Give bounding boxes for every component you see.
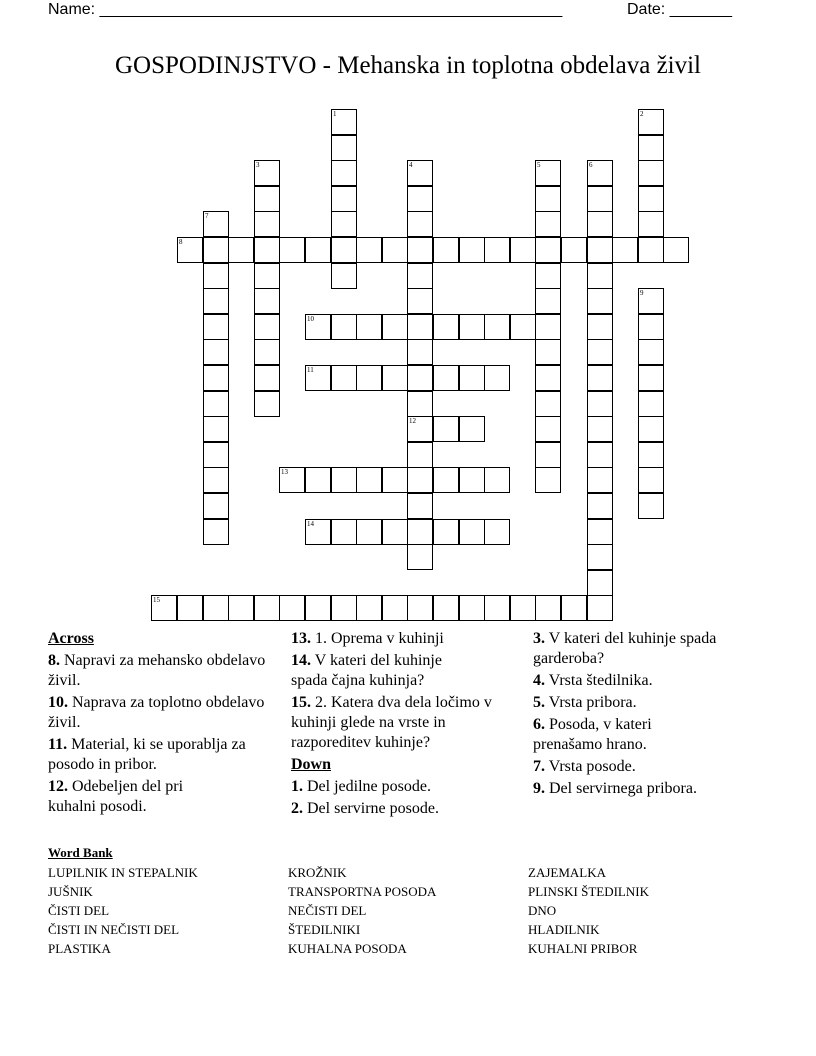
crossword-cell[interactable] xyxy=(254,595,280,621)
crossword-cell[interactable] xyxy=(382,314,408,340)
crossword-cell[interactable] xyxy=(535,314,561,340)
crossword-cell[interactable] xyxy=(254,263,280,289)
crossword-cell[interactable] xyxy=(587,416,613,442)
clue-number: 9 xyxy=(640,289,644,297)
word-bank-item: DNO xyxy=(528,903,557,918)
crossword-cell[interactable] xyxy=(587,467,613,493)
clue-across-11: 11. Material, ki se uporablja za posodo in pribor. xyxy=(48,736,246,773)
crossword-cell[interactable] xyxy=(638,467,664,493)
crossword-cell[interactable] xyxy=(484,237,510,263)
crossword-cell[interactable] xyxy=(535,263,561,289)
crossword-cell[interactable] xyxy=(203,237,229,263)
crossword-cell[interactable] xyxy=(587,160,613,186)
crossword-cell[interactable] xyxy=(254,288,280,314)
crossword-cell[interactable] xyxy=(587,314,613,340)
crossword-cell[interactable] xyxy=(331,237,357,263)
crossword-cell[interactable] xyxy=(356,519,382,545)
crossword-cell[interactable] xyxy=(407,339,433,365)
word-bank-item: PLINSKI ŠTEDILNIK xyxy=(528,884,649,899)
crossword-cell[interactable] xyxy=(279,467,305,493)
clue-number: 6 xyxy=(589,161,593,169)
crossword-cell[interactable] xyxy=(331,160,357,186)
crossword-cell[interactable] xyxy=(279,595,305,621)
word-bank-item: PLASTIKA xyxy=(48,941,111,956)
clue-number: 1 xyxy=(333,110,337,118)
crossword-cell[interactable] xyxy=(638,416,664,442)
crossword-cell[interactable] xyxy=(459,365,485,391)
crossword-cell[interactable] xyxy=(331,263,357,289)
crossword-cell[interactable] xyxy=(638,314,664,340)
clue-number: 5 xyxy=(537,161,541,169)
crossword-cell[interactable] xyxy=(510,237,536,263)
crossword-cell[interactable] xyxy=(535,288,561,314)
crossword-cell[interactable] xyxy=(638,237,664,263)
crossword-cell[interactable] xyxy=(459,416,485,442)
word-bank-column-3 xyxy=(528,863,649,958)
crossword-cell[interactable] xyxy=(433,416,459,442)
crossword-cell[interactable] xyxy=(356,365,382,391)
crossword-cell[interactable] xyxy=(305,314,331,340)
page-title: GOSPODINJSTVO - Mehanska in toplotna obdelava živil xyxy=(114,52,702,79)
word-bank-item: ČISTI IN NEČISTI DEL xyxy=(48,922,180,937)
crossword-cell[interactable] xyxy=(638,339,664,365)
crossword-cell[interactable] xyxy=(407,493,433,519)
word-bank-column-1 xyxy=(48,863,198,958)
crossword-cell[interactable] xyxy=(407,442,433,468)
word-bank-item: HLADILNIK xyxy=(528,922,600,937)
crossword-cell[interactable] xyxy=(228,237,254,263)
crossword-cell[interactable] xyxy=(305,467,331,493)
crossword-cell[interactable] xyxy=(587,519,613,545)
crossword-cell[interactable] xyxy=(587,442,613,468)
crossword-cell[interactable] xyxy=(535,365,561,391)
crossword-cell[interactable] xyxy=(407,186,433,212)
crossword-cell[interactable] xyxy=(587,263,613,289)
crossword-cell[interactable] xyxy=(407,365,433,391)
crossword-cell[interactable] xyxy=(484,365,510,391)
crossword-cell[interactable] xyxy=(510,314,536,340)
crossword-cell[interactable] xyxy=(484,467,510,493)
crossword-cell[interactable] xyxy=(331,595,357,621)
clue-across-15: 15. 2. Katera dva dela ločimo v kuhinji glede na vrste in razporeditev kuhinje? xyxy=(291,694,492,751)
crossword-cell[interactable] xyxy=(638,442,664,468)
crossword-cell[interactable] xyxy=(254,160,280,186)
crossword-cell[interactable] xyxy=(382,365,408,391)
crossword-cell[interactable] xyxy=(407,237,433,263)
crossword-cell[interactable] xyxy=(177,237,203,263)
crossword-cell[interactable] xyxy=(203,365,229,391)
crossword-cell[interactable] xyxy=(356,595,382,621)
crossword-cell[interactable] xyxy=(612,237,638,263)
clue-number: 4 xyxy=(409,161,413,169)
crossword-cell[interactable] xyxy=(305,519,331,545)
crossword-cell[interactable] xyxy=(203,442,229,468)
clue-number: 10 xyxy=(307,315,314,323)
down-heading: Down xyxy=(291,756,332,773)
clue-number: 8 xyxy=(179,238,183,246)
crossword-cell[interactable] xyxy=(203,493,229,519)
crossword-cell[interactable] xyxy=(587,288,613,314)
crossword-cell[interactable] xyxy=(587,570,613,596)
clue-down-2: 2. Del servirne posode. xyxy=(291,800,439,817)
crossword-cell[interactable] xyxy=(433,365,459,391)
crossword-cell[interactable] xyxy=(407,595,433,621)
crossword-cell[interactable] xyxy=(279,237,305,263)
crossword-cell[interactable] xyxy=(331,519,357,545)
crossword-cell[interactable] xyxy=(535,416,561,442)
crossword-cell[interactable] xyxy=(587,391,613,417)
crossword-cell[interactable] xyxy=(331,109,357,135)
clue-across-10: 10. Naprava za toplotno obdelavo živil. xyxy=(48,694,265,731)
crossword-cell[interactable] xyxy=(331,135,357,161)
crossword-cell[interactable] xyxy=(561,237,587,263)
word-bank-item: NEČISTI DEL xyxy=(288,903,367,918)
clue-number: 13 xyxy=(281,468,288,476)
crossword-cell[interactable] xyxy=(587,493,613,519)
crossword-cell[interactable] xyxy=(433,237,459,263)
crossword-cell[interactable] xyxy=(228,595,254,621)
crossword-cell[interactable] xyxy=(203,519,229,545)
word-bank-item: KUHALNI PRIBOR xyxy=(528,941,638,956)
crossword-cell[interactable] xyxy=(535,237,561,263)
crossword-cell[interactable] xyxy=(254,391,280,417)
crossword-cell[interactable] xyxy=(433,595,459,621)
crossword-cell[interactable] xyxy=(510,595,536,621)
name-field[interactable]: Name: ____________________________________________________ xyxy=(48,1,563,18)
crossword-cell[interactable] xyxy=(177,595,203,621)
clue-down-5: 5. Vrsta pribora. xyxy=(533,694,637,711)
word-bank-item: ČISTI DEL xyxy=(48,903,110,918)
crossword-cell[interactable] xyxy=(587,365,613,391)
crossword-cell[interactable] xyxy=(331,365,357,391)
crossword-cell[interactable] xyxy=(407,391,433,417)
crossword-cell[interactable] xyxy=(331,186,357,212)
crossword-cell[interactable] xyxy=(587,595,613,621)
clue-down-1: 1. Del jedilne posode. xyxy=(291,778,431,795)
word-bank-item: KUHALNA POSODA xyxy=(288,941,407,956)
crossword-cell[interactable] xyxy=(305,237,331,263)
crossword-cell[interactable] xyxy=(356,237,382,263)
word-bank-item: ZAJEMALKA xyxy=(528,865,606,880)
clue-down-4: 4. Vrsta štedilnika. xyxy=(533,672,653,689)
crossword-cell[interactable] xyxy=(331,211,357,237)
crossword-cell[interactable] xyxy=(638,160,664,186)
crossword-cell[interactable] xyxy=(433,314,459,340)
clue-number: 15 xyxy=(153,596,160,604)
crossword-cell[interactable] xyxy=(535,211,561,237)
crossword-cell[interactable] xyxy=(407,519,433,545)
crossword-cell[interactable] xyxy=(638,109,664,135)
crossword-cell[interactable] xyxy=(459,595,485,621)
crossword-cell[interactable] xyxy=(638,288,664,314)
crossword-cell[interactable] xyxy=(254,237,280,263)
crossword-cell[interactable] xyxy=(587,211,613,237)
crossword-cell[interactable] xyxy=(433,519,459,545)
clue-down-3: 3. V kateri del kuhinje spada garderoba? xyxy=(533,630,717,667)
crossword-cell[interactable] xyxy=(484,314,510,340)
crossword-cell[interactable] xyxy=(535,186,561,212)
crossword-cell[interactable] xyxy=(407,416,433,442)
crossword-cell[interactable] xyxy=(638,493,664,519)
crossword-cell[interactable] xyxy=(484,595,510,621)
crossword-cell[interactable] xyxy=(407,211,433,237)
crossword-cell[interactable] xyxy=(203,339,229,365)
clue-number: 12 xyxy=(409,417,416,425)
crossword-cell[interactable] xyxy=(535,595,561,621)
crossword-cell[interactable] xyxy=(382,467,408,493)
crossword-cell[interactable] xyxy=(561,595,587,621)
crossword-cell[interactable] xyxy=(638,365,664,391)
crossword-cell[interactable] xyxy=(587,237,613,263)
crossword-cell[interactable] xyxy=(254,186,280,212)
crossword-cell[interactable] xyxy=(305,595,331,621)
crossword-cell[interactable] xyxy=(459,519,485,545)
crossword-cell[interactable] xyxy=(587,186,613,212)
clue-down-9: 9. Del servirnega pribora. xyxy=(533,780,697,797)
crossword-cell[interactable] xyxy=(638,186,664,212)
crossword-cell[interactable] xyxy=(433,467,459,493)
clue-number: 14 xyxy=(307,520,314,528)
crossword-cell[interactable] xyxy=(254,314,280,340)
word-bank-item: JUŠNIK xyxy=(48,884,93,899)
crossword-cell[interactable] xyxy=(407,288,433,314)
crossword-cell[interactable] xyxy=(203,211,229,237)
crossword-cell[interactable] xyxy=(638,211,664,237)
crossword-cell[interactable] xyxy=(151,595,177,621)
clues-column-2 xyxy=(291,629,527,821)
crossword-cell[interactable] xyxy=(638,391,664,417)
crossword-cell[interactable] xyxy=(356,314,382,340)
crossword-cell[interactable] xyxy=(203,467,229,493)
crossword-cell[interactable] xyxy=(459,237,485,263)
crossword-cell[interactable] xyxy=(203,314,229,340)
crossword-cell[interactable] xyxy=(254,211,280,237)
crossword-cell[interactable] xyxy=(331,467,357,493)
crossword-cell[interactable] xyxy=(382,519,408,545)
crossword-cell[interactable] xyxy=(382,237,408,263)
crossword-cell[interactable] xyxy=(407,263,433,289)
crossword-cell[interactable] xyxy=(356,467,382,493)
crossword-cell[interactable] xyxy=(203,263,229,289)
clue-number: 7 xyxy=(205,212,209,220)
crossword-cell[interactable] xyxy=(407,544,433,570)
clue-down-6: 6. Posoda, v kateri prenašamo hrano. xyxy=(533,716,652,753)
crossword-cell[interactable] xyxy=(535,467,561,493)
crossword-cell[interactable] xyxy=(203,288,229,314)
crossword-cell[interactable] xyxy=(382,595,408,621)
word-bank-item: KROŽNIK xyxy=(288,865,347,880)
clue-across-8: 8. Napravi za mehansko obdelavo živil. xyxy=(48,652,266,689)
crossword-cell[interactable] xyxy=(203,416,229,442)
across-heading: Across xyxy=(48,630,94,647)
date-field[interactable]: Date: _______ xyxy=(627,1,732,18)
crossword-cell[interactable] xyxy=(459,467,485,493)
crossword-cell[interactable] xyxy=(459,314,485,340)
crossword-cell[interactable] xyxy=(663,237,689,263)
clue-number: 3 xyxy=(256,161,260,169)
crossword-cell[interactable] xyxy=(305,365,331,391)
crossword-cell[interactable] xyxy=(331,314,357,340)
clue-across-13: 13. 1. Oprema v kuhinji xyxy=(291,630,444,647)
crossword-cell[interactable] xyxy=(203,595,229,621)
crossword-cell[interactable] xyxy=(407,160,433,186)
word-bank-column-2 xyxy=(288,863,436,958)
crossword-cell[interactable] xyxy=(535,391,561,417)
crossword-cell[interactable] xyxy=(587,544,613,570)
crossword-cell[interactable] xyxy=(535,160,561,186)
crossword-cell[interactable] xyxy=(254,365,280,391)
clue-across-12: 12. Odebeljen del pri kuhalni posodi. xyxy=(48,778,184,815)
crossword-cell[interactable] xyxy=(535,339,561,365)
clue-across-14: 14. V kateri del kuhinje spada čajna kuhinja? xyxy=(291,652,442,689)
word-bank-item: ŠTEDILNIKI xyxy=(288,922,361,937)
word-bank-item: TRANSPORTNA POSODA xyxy=(288,884,437,899)
word-bank-title: Word Bank xyxy=(48,845,113,860)
crossword-cell[interactable] xyxy=(587,339,613,365)
clues-column-1 xyxy=(48,629,284,819)
word-bank-item: LUPILNIK IN STEPALNIK xyxy=(48,865,198,880)
crossword-cell[interactable] xyxy=(407,314,433,340)
crossword-cell[interactable] xyxy=(484,519,510,545)
crossword-cell[interactable] xyxy=(254,339,280,365)
crossword-cell[interactable] xyxy=(203,391,229,417)
clues-column-3 xyxy=(533,629,773,801)
clue-down-7: 7. Vrsta posode. xyxy=(533,758,636,775)
crossword-cell[interactable] xyxy=(638,135,664,161)
crossword-cell[interactable] xyxy=(535,442,561,468)
crossword-cell[interactable] xyxy=(407,467,433,493)
clue-number: 2 xyxy=(640,110,644,118)
clue-number: 11 xyxy=(307,366,314,374)
